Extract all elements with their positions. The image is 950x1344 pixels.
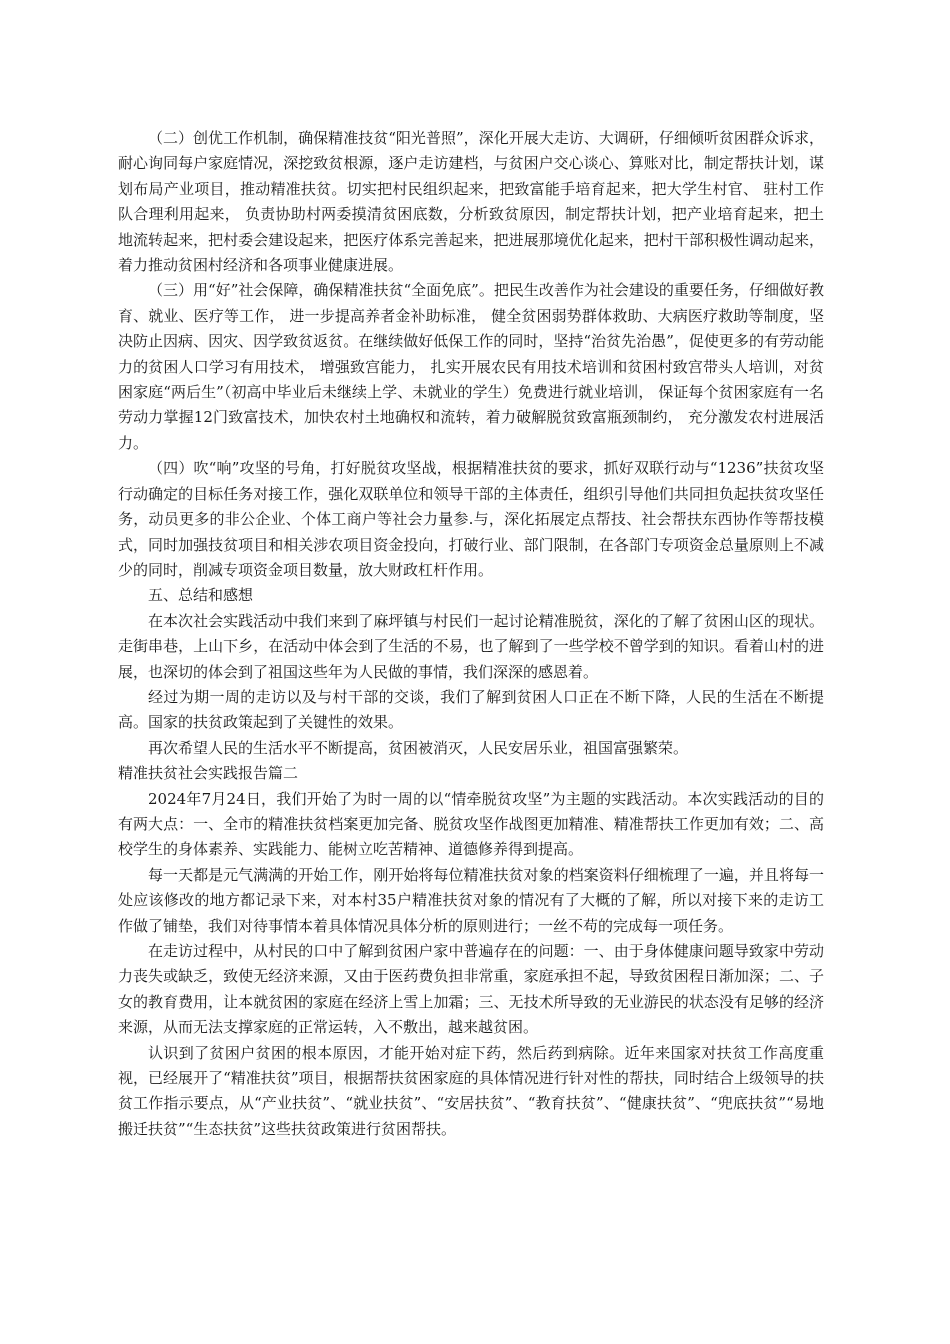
paragraph-work-mechanism: （二）创优工作机制，确保精准技贫“阳光普照”，深化开展大走访、大调研，仔细倾听贫困群众诉求，耐心询同每户家庭情况，深挖致贫根源，逐户走访建档，与贫困户交心谈心、算账对比，制定帮扶计划，谋划布局产业项目，推动精准扶贫。切实把村民组织起来，把致富能手培育起来，把大学生村官、 驻村工作队合理利用起来， 负责协助村两委摸清贫困底数，分析致贫原因，制定帮扶计划，把产业培育起来，把土地流转起来，把村委会建设起来，把医疗体系完善起来，把进展那境优化起来，把村干部积极性调动起来， 着力推动贫困村经济和各项事业健康进展。 (118, 129, 824, 275)
paragraph-poverty-battle: （四）吹“响”攻坚的号角，打好脱贫攻坚战，根据精准扶贫的要求，抓好双联行动与“1236”扶贫攻坚行动确定的目标任务对接工作，强化双联单位和领导干部的主体责任，组织引导他们共同担负起扶贫攻坚任务，动员更多的非公企业、个体工商户等社会力量参.与，深化拓展定点帮技、社会帮扶东西协作等帮技模式，同时加强技贫项目和相关涉农项目资金投向，打破行业、部门限制，在各部门专项资金总量原则上不减少的同时，削减专项资金项目数量，放大财政杠杆作用。 (118, 459, 824, 579)
paragraph-part2-daily-work: 每一天都是元气满满的开始工作，刚开始将每位精准扶贫对象的档案资料仔细梳理了一遍，并且将每一处应该修改的地方都记录下来，对本村35户精准扶贫对象的情况有了大概的了解，所以对接下来的走访工作做了铺垫，我们对待事情本着具体情况具体分析的原则进行；一丝不苟的完成每一项任务。 (118, 865, 824, 935)
report-heading-part-two: 精准扶贫社会实践报告篇二 (118, 764, 299, 783)
paragraph-part2-visit-problems: 在走访过程中，从村民的口中了解到贫困户家中普遍存在的问题：一、由于身体健康问题导致家中劳动力丧失或缺乏，致使无经济来源，又由于医药费负担非常重，家庭承担不起，导致贫困程日渐加深；二、子女的教育费用，让本就贫困的家庭在经济上雪上加霜；三、无技术所导致的无业游民的状态没有足够的经济来源，从而无法支撑家庭的正常运转，入不敷出，越来越贫困。 (118, 942, 824, 1037)
document-page (118, 126, 824, 1142)
paragraph-part2-intro: 2024年7月24日，我们开始了为时一周的以“情牵脱贫攻坚”为主题的实践活动。本次实践活动的目的有两大点：一、全市的精准扶贫档案更加完备、脱贫攻坚作战图更加精准、精准帮扶工作更加有效；二、高校学生的身体素养、实践能力、能树立吃苦精神、道德修养得到提高。 (118, 789, 824, 859)
paragraph-social-security: （三）用“好”社会保障，确保精准扶贫“全面免底”。把民生改善作为社会建设的重要任务，仔细做好教育、就业、医疗等工作， 进一步提高养者金补助标准， 健全贫困弱势群体救助、大病医疗救助等制度，坚决防止因病、因灾、因学致贫返贫。在继续做好低保工作的同时，坚持“治贫先治愚”，促使更多的有劳动能力的贫困人口学习有用技术， 增强致宫能力， 扎实开展农民有用技术培训和贫困村致宫带头人培训，对贫困家庭“两后生”（初高中毕业后未继续上学、未就业的学生）免费进行就业培训， 保证每个贫困家庭有一名劳动力掌握12门致富技术，加快农村土地确权和流转，着力破解脱贫致富瓶颈制约， 充分激发农村进展活力。 (118, 281, 824, 452)
paragraph-summary-1: 在本次社会实践活动中我们来到了麻坪镇与村民们一起讨论精准脱贫，深化的了解了贫困山区的现状。走街串巷，上山下乡，在活动中体会到了生活的不易，也了解到了一些学校不曾学到的知识。看着山村的进展，也深切的体会到了祖国这些年为人民做的事情，我们深深的感恩着。 (118, 611, 824, 681)
paragraph-part2-policy: 认识到了贫困户贫困的根本原因，才能开始对症下药，然后药到病除。近年来国家对扶贫工作高度重视，已经展开了“精准扶贫”项目，根据帮扶贫困家庭的具体情况进行针对性的帮扶，同时结合上级领导的扶贫工作指示要点，从“产业扶贫”、“就业扶贫”、“安居扶贫”、“教育扶贫”、“健康扶贫”、“兜底扶贫”“易地搬迁扶贫”“生态扶贫”这些扶贫政策进行贫困帮扶。 (118, 1043, 824, 1138)
paragraph-summary-2: 经过为期一周的走访以及与村干部的交谈，我们了解到贫困人口正在不断下降，人民的生活在不断提高。国家的扶贫政策起到了关键性的效果。 (118, 687, 824, 732)
section-title-summary: 五、总结和感想 (148, 586, 254, 605)
paragraph-summary-3: 再次希望人民的生活水平不断提高，贫困被消灭，人民安居乐业，祖国富强繁荣。 (148, 738, 689, 757)
